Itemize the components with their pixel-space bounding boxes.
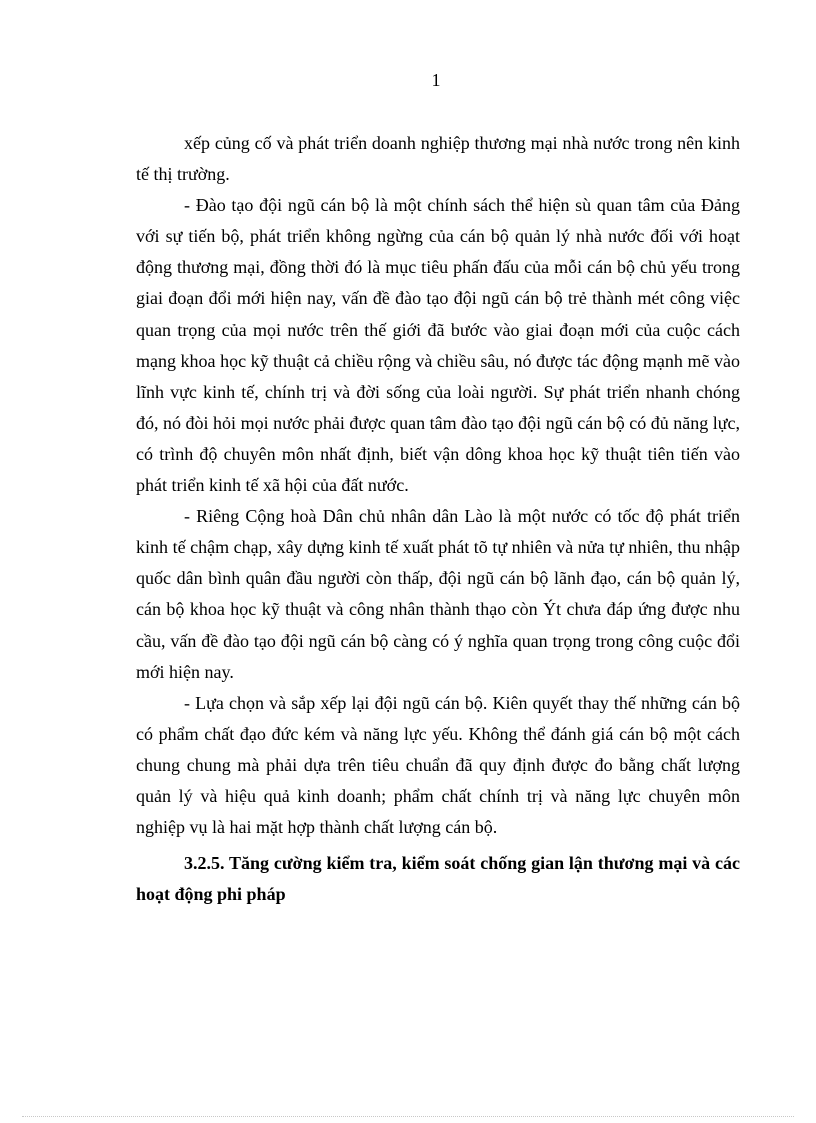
paragraph-continuation: xếp củng cố và phát triển doanh nghiệp thương mại nhà nước trong nên kinh tế thị trường. — [136, 133, 740, 185]
paragraph-staff-training: - Đào tạo đội ngũ cán bộ là một chính sách thể hiện sù quan tâm của Đảng với sự tiến bộ, phát triển không ngừng của cán bộ quản lý nhà nước đối với hoạt động thương mại, đồng thời đó là mục tiêu phấn đấu của mỗi cán bộ chủ yếu trong giai đoạn đổi mới hiện nay, vấn đề đào tạo đội ngũ cán bộ trẻ thành mét công việc quan trọng của mọi nước trên thế giới đã bước vào giai đoạn mới của cuộc cách mạng khoa học kỹ thuật cả chiều rộng và chiều sâu, nó được tác động mạnh mẽ vào lĩnh vực kinh tế, chính trị và đời sống của loài người. Sự phát triển nhanh chóng đó, nó đòi hỏi mọi nước phải được quan tâm đào tạo đội ngũ cán bộ có đủ năng lực, có trình độ chuyên môn nhất định, biết vận dông khoa học kỹ thuật tiên tiến vào phát triển kinh tế xã hội của đất nước. — [136, 195, 740, 496]
paragraph-laos: - Riêng Cộng hoà Dân chủ nhân dân Lào là một nước có tốc độ phát triển kinh tế chậm chạp, xây dựng kinh tế xuất phát tõ tự nhiên và nửa tự nhiên, thu nhập quốc dân bình quân đầu người còn thấp, đội ngũ cán bộ lãnh đạo, cán bộ quản lý, cán bộ khoa học kỹ thuật và công nhân thành thạo còn Ýt chưa đáp ứng được nhu cầu, vấn đề đào tạo đội ngũ cán bộ càng có ý nghĩa quan trọng trong công cuộc đổi mới hiện nay. — [136, 506, 740, 682]
page-bottom-divider — [22, 1116, 794, 1117]
section-heading: 3.2.5. Tăng cường kiểm tra, kiểm soát chống gian lận thương mại và các hoạt động phi pháp — [136, 853, 740, 905]
paragraph-staff-selection: - Lựa chọn và sắp xếp lại đội ngũ cán bộ. Kiên quyết thay thế những cán bộ có phẩm chất đạo đức kém và năng lực yếu. Không thể đánh giá cán bộ một cách chung chung mà phải dựa trên tiêu chuẩn đã quy định được đo bằng chất lượng quản lý và hiệu quả kinh doanh; phẩm chất chính trị và năng lực chuyên môn nghiệp vụ là hai mặt hợp thành chất lượng cán bộ. — [136, 692, 740, 838]
document-body — [136, 128, 740, 910]
page-number: 1 — [431, 70, 441, 90]
